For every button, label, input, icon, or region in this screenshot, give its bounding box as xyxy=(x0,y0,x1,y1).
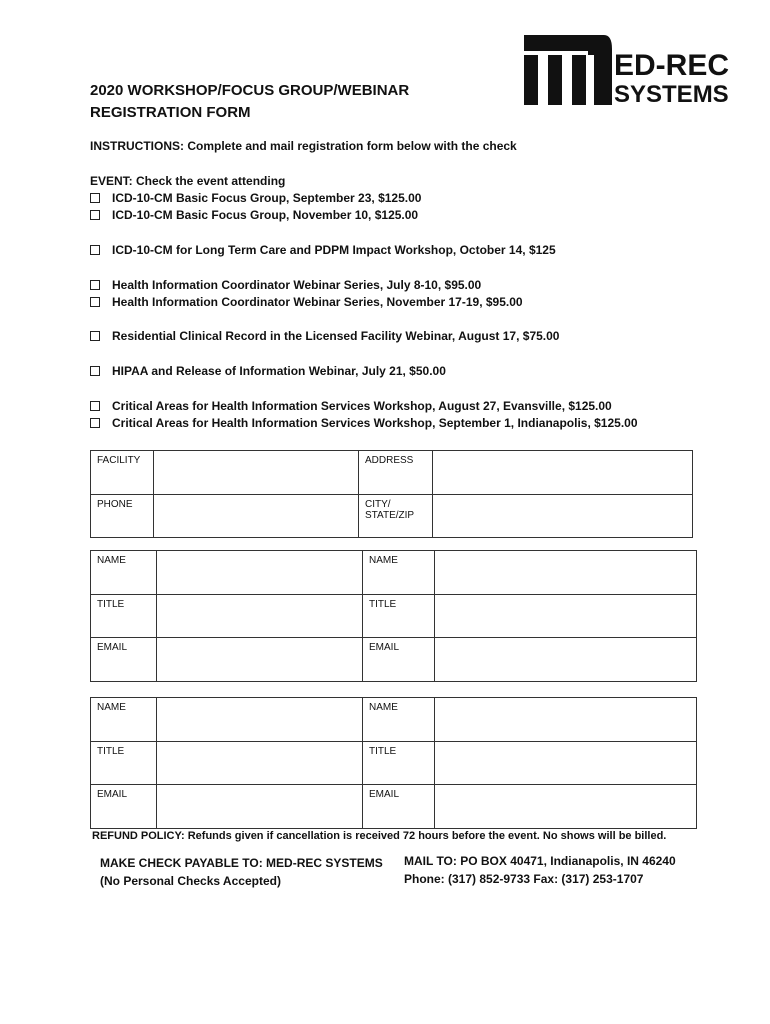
title-field[interactable] xyxy=(157,595,363,638)
phone-label: PHONE xyxy=(91,495,154,538)
title-label: TITLE xyxy=(363,595,435,638)
attendee-table xyxy=(90,550,697,682)
event-option[interactable]: ICD-10-CM for Long Term Care and PDPM Impact Workshop, October 14, $125 xyxy=(90,243,556,257)
email-label: EMAIL xyxy=(363,785,435,829)
email-label: EMAIL xyxy=(363,638,435,682)
event-option[interactable]: Health Information Coordinator Webinar Series, November 17-19, $95.00 xyxy=(90,295,523,309)
title-label: TITLE xyxy=(91,595,157,638)
name-field[interactable] xyxy=(157,698,363,742)
event-option[interactable]: Residential Clinical Record in the Licensed Facility Webinar, August 17, $75.00 xyxy=(90,329,559,343)
email-field[interactable] xyxy=(435,785,697,829)
checkbox[interactable] xyxy=(90,210,100,220)
city-state-zip-field[interactable] xyxy=(433,495,693,538)
name-label: NAME xyxy=(91,551,157,595)
email-label: EMAIL xyxy=(91,638,157,682)
facility-field[interactable] xyxy=(154,451,359,495)
event-option[interactable]: ICD-10-CM Basic Focus Group, September 23, $125.00 xyxy=(90,191,421,205)
logo-line-2: SYSTEMS xyxy=(614,81,729,108)
name-field[interactable] xyxy=(435,551,697,595)
name-label: NAME xyxy=(363,551,435,595)
address-field[interactable] xyxy=(433,451,693,495)
name-label: NAME xyxy=(363,698,435,742)
city-state-zip-label: CITY/ STATE/ZIP xyxy=(359,495,433,538)
name-label: NAME xyxy=(91,698,157,742)
title-label: TITLE xyxy=(91,742,157,785)
title-field[interactable] xyxy=(435,595,697,638)
mail-to: MAIL TO: PO BOX 40471, Indianapolis, IN 46240 Phone: (317) 852-9733 Fax: (317) 253-1707 xyxy=(404,854,676,886)
checkbox[interactable] xyxy=(90,418,100,428)
checkbox[interactable] xyxy=(90,297,100,307)
checkbox[interactable] xyxy=(90,245,100,255)
title-line-2: REGISTRATION FORM xyxy=(90,104,251,121)
event-option[interactable]: Critical Areas for Health Information Services Workshop, August 27, Evansville, $125.00 xyxy=(90,399,612,413)
event-option[interactable]: Health Information Coordinator Webinar Series, July 8-10, $95.00 xyxy=(90,278,481,292)
payable-to: MAKE CHECK PAYABLE TO: MED-REC SYSTEMS (No Personal Checks Accepted) xyxy=(100,856,383,888)
checkbox[interactable] xyxy=(90,331,100,341)
checkbox[interactable] xyxy=(90,193,100,203)
phone-field[interactable] xyxy=(154,495,359,538)
event-option[interactable]: Critical Areas for Health Information Services Workshop, September 1, Indianapolis, $125.00 xyxy=(90,416,638,430)
form-title xyxy=(90,80,409,124)
checkbox[interactable] xyxy=(90,401,100,411)
checkbox[interactable] xyxy=(90,280,100,290)
logo-line-1: ED-REC xyxy=(614,49,730,82)
address-label: ADDRESS xyxy=(359,451,433,495)
med-rec-logo xyxy=(524,35,740,108)
instructions: INSTRUCTIONS: Complete and mail registration form below with the check xyxy=(90,139,517,153)
refund-policy: REFUND POLICY: Refunds given if cancellation is received 72 hours before the event. No shows will be billed. xyxy=(92,830,667,842)
title-field[interactable] xyxy=(157,742,363,785)
email-field[interactable] xyxy=(157,638,363,682)
title-field[interactable] xyxy=(435,742,697,785)
event-option[interactable]: ICD-10-CM Basic Focus Group, November 10, $125.00 xyxy=(90,208,418,222)
attendee-table xyxy=(90,697,697,829)
title-line-1: 2020 WORKSHOP/FOCUS GROUP/WEBINAR xyxy=(90,82,410,99)
checkbox[interactable] xyxy=(90,366,100,376)
event-option[interactable]: HIPAA and Release of Information Webinar, July 21, $50.00 xyxy=(90,364,446,378)
name-field[interactable] xyxy=(435,698,697,742)
facility-table xyxy=(90,450,693,538)
facility-label: FACILITY xyxy=(91,451,154,495)
title-label: TITLE xyxy=(363,742,435,785)
email-field[interactable] xyxy=(157,785,363,829)
email-label: EMAIL xyxy=(91,785,157,829)
name-field[interactable] xyxy=(157,551,363,595)
event-label: EVENT: Check the event attending xyxy=(90,174,286,188)
email-field[interactable] xyxy=(435,638,697,682)
